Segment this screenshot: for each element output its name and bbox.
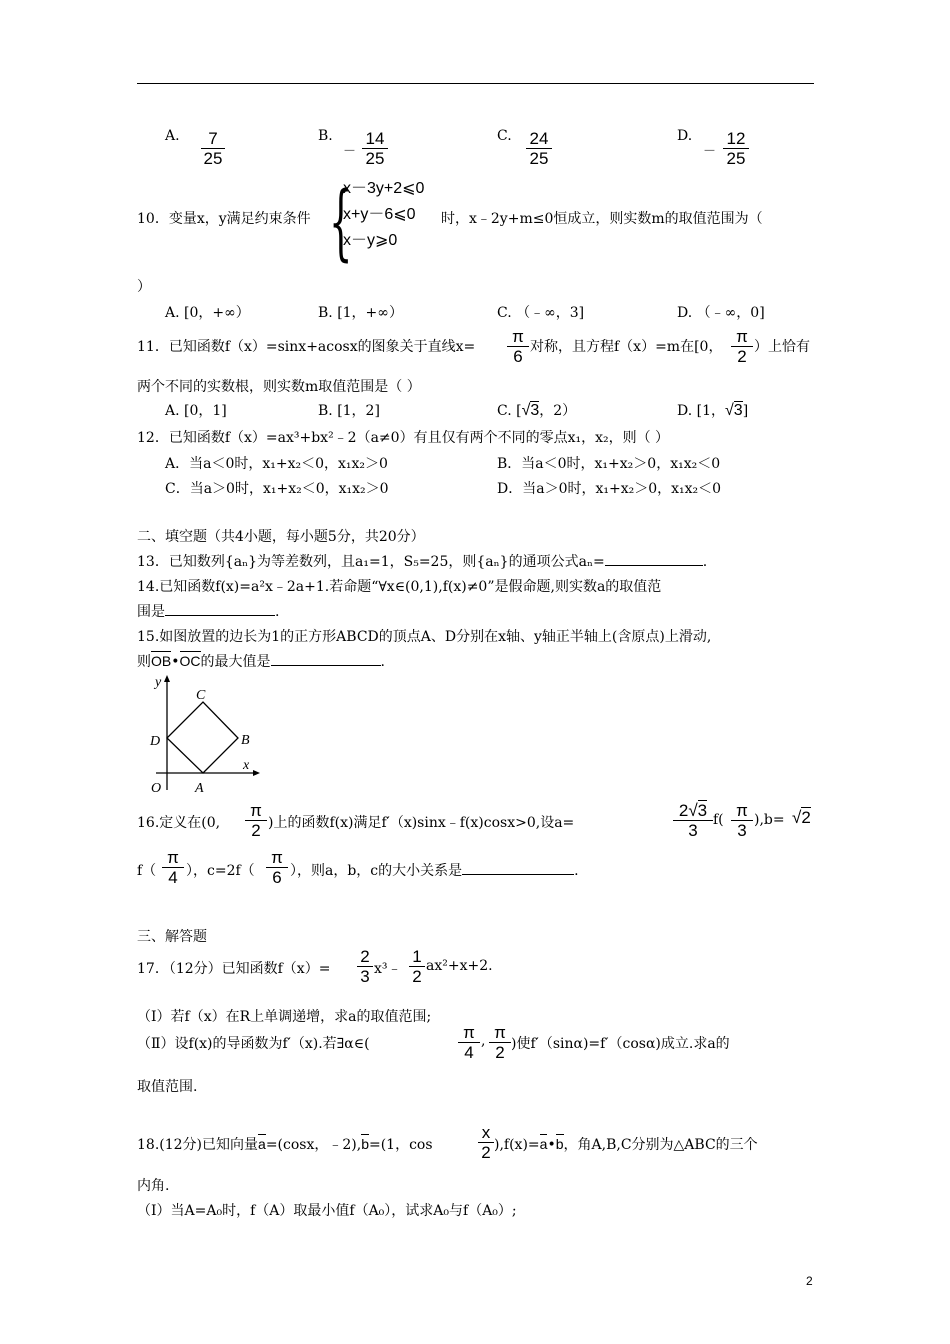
vector-a: a [258, 1136, 266, 1152]
q11-stem-part2: 对称，且方程f（x）=m在[0， [530, 339, 723, 355]
q16-sqrt-2: √2 [792, 808, 811, 827]
vector-oc: OC [179, 653, 201, 669]
q15-stem-line1: 15.如图放置的边长为1的正方形ABCD的顶点A、D分别在x轴、y轴正半轴上(含原点)上滑动, [137, 629, 712, 645]
q16-part3: f( [713, 812, 724, 828]
page-number: 2 [806, 1274, 813, 1288]
q9-option-d-sign: － [703, 144, 717, 159]
q13-stem: 13．已知数列{aₙ}为等差数列，且a₁=1，S₅=25，则{aₙ}的通项公式aₙ= . [137, 554, 708, 570]
q16-line2-part2: ），c=2f（ [186, 863, 255, 879]
q16-fraction-pi-4: $\frac{\pi}{4}$ [162, 848, 184, 888]
section-answer-heading: 三、解答题 [137, 929, 207, 945]
q16-part4: ),b= [754, 812, 785, 828]
q10-option-d: D. （﹣∞，0] [677, 305, 765, 321]
q9-option-b-sign: － [343, 144, 357, 159]
q10-stem-suffix: 时，x﹣2y+m≤0恒成立，则实数m的取值范围为（ [441, 211, 763, 227]
vector-a-product: a [539, 1136, 548, 1152]
q9-option-c-fraction: $\frac{24}{25}$ [526, 129, 552, 169]
label-a: A [195, 781, 204, 796]
q16-line2-part3: ），则a，b，c的大小关系是 . [290, 863, 579, 879]
q17-fraction-pi-4: $\frac{\pi}{4}$ [458, 1023, 480, 1063]
q10-brace: { [329, 175, 353, 270]
q17-fraction-1-2: $\frac{1}{2}$ [409, 947, 425, 987]
q16-fraction-pi-2: $\frac{\pi}{2}$ [245, 801, 267, 841]
square-abcd [167, 702, 238, 773]
q17-part3: ax²+x+2. [426, 958, 493, 974]
q10-stem-prefix: 10．变量x，y满足约束条件 [137, 211, 311, 227]
q9-option-b-fraction: $\frac{14}{25}$ [362, 129, 388, 169]
q18-part2: ),f(x)=a•b，角A,B,C分别为△ABC的三个 [494, 1136, 758, 1153]
q18-part-i: （Ⅰ）当A=A₀时，f（A）取最小值f（A₀），试求A₀与f（A₀）; [137, 1203, 517, 1219]
q9-option-a-fraction: $\frac{7}{25}$ [201, 129, 225, 169]
q18-fraction-x-2: $\frac{x}{2}$ [478, 1123, 494, 1163]
q17-part-ii-line2: 取值范围. [137, 1079, 198, 1095]
q17-part-i: （Ⅰ）若f（x）在R上单调递增，求a的取值范围; [137, 1009, 432, 1025]
q10-option-c: C. （﹣∞，3] [497, 305, 585, 321]
q11-option-c: C. [√3，2） [497, 402, 577, 419]
q16-fraction-a-coefficient: $\frac{2√3}{3}$ [673, 801, 713, 841]
q11-option-b: B. [1，2] [318, 403, 380, 419]
q16-fraction-pi-6: $\frac{\pi}{6}$ [266, 848, 288, 888]
q16-line2-part1: f（ [137, 863, 157, 879]
q16-part1: 16.定义在(0, [137, 815, 221, 831]
q9-option-a-label: A. [165, 128, 180, 144]
label-b: B [241, 733, 250, 748]
label-x: x [243, 758, 250, 773]
q17-part2: x³﹣ [374, 961, 402, 977]
q10-option-a: A. [0，+∞） [165, 305, 250, 321]
q9-option-c-label: C. [497, 128, 512, 144]
q17-fraction-2-3: $\frac{2}{3}$ [357, 947, 373, 987]
q18-part1: 18.(12分)已知向量a=(cosx，﹣2),b=(1，cos [137, 1136, 433, 1153]
q9-option-d-fraction: $\frac{12}{25}$ [723, 129, 749, 169]
q10-option-b: B. [1，+∞） [318, 305, 403, 321]
q17-part-ii-a: （Ⅱ）设f(x)的导函数为f′（x).若∃α∈( [137, 1036, 370, 1052]
q12-stem: 12．已知函数f（x）=ax³+bx²﹣2（a≠0）有且仅有两个不同的零点x₁，x₂，则（ ） [137, 430, 670, 446]
q16-fraction-pi-3: $\frac{\pi}{3}$ [731, 801, 753, 841]
q10-constraint-1: x－3y+2⩽0 [343, 180, 425, 197]
q12-option-d: D．当a＞0时，x₁+x₂＞0，x₁x₂＜0 [497, 481, 722, 497]
y-axis-arrow [164, 675, 170, 682]
q12-option-b: B．当a＜0时，x₁+x₂＞0，x₁x₂＜0 [497, 456, 721, 472]
q10-stem-close: ） [137, 279, 151, 295]
vector-ob: OB [151, 653, 172, 669]
q10-constraints [343, 176, 424, 254]
q10-constraint-3: x－y⩾0 [343, 232, 398, 249]
vector-b: b [361, 1136, 369, 1152]
q14-stem-line1: 14.已知函数f(x)=a²x﹣2a+1.若命题“∀x∈(0,1),f(x)≠0”是假命题,则实数a的取值范 [137, 579, 662, 595]
q17-part1: 17．（12分）已知函数f（x）= [137, 961, 331, 977]
vector-b-product: b [555, 1136, 564, 1152]
q17-part-ii-b: )使f′（sinα)=f′（cosα)成立.求a的 [511, 1036, 730, 1052]
q11-fraction-pi-6: $\frac{\pi}{6}$ [507, 327, 529, 367]
q17-comma: , [481, 1033, 486, 1049]
q9-option-b-label: B. [318, 128, 333, 144]
q18-line2: 内角. [137, 1178, 170, 1194]
q14-stem-line2: 围是 . [137, 604, 280, 620]
q11-stem-line2: 两个不同的实数根，则实数m取值范围是（ ） [137, 379, 421, 395]
label-d: D [150, 734, 161, 749]
q11-fraction-pi-2: $\frac{\pi}{2}$ [731, 327, 753, 367]
label-o: O [151, 781, 162, 796]
q15-stem-line2: 则OB•OC的最大值是 . [137, 653, 385, 670]
q9-option-d-label: D. [677, 128, 693, 144]
q16-part2: )上的函数f(x)满足f′（x)sinx﹣f(x)cosx>0,设a= [268, 815, 575, 831]
x-axis-arrow [253, 770, 260, 776]
q11-option-d: D. [1，√3] [677, 402, 749, 419]
q11-option-a: A. [0，1] [165, 403, 227, 419]
q11-stem-part1: 11．已知函数f（x）=sinx+acosx的图象关于直线x= [137, 339, 476, 355]
header-rule [137, 83, 814, 84]
section-fill-in-heading: 二、填空题（共4小题，每小题5分，共20分） [137, 529, 425, 545]
square-figure [140, 672, 265, 797]
q12-option-a: A．当a＜0时，x₁+x₂＜0，x₁x₂＞0 [165, 456, 388, 472]
label-c: C [196, 688, 206, 703]
q12-option-c: C．当a＞0时，x₁+x₂＜0，x₁x₂＞0 [165, 481, 389, 497]
q17-fraction-pi-2: $\frac{\pi}{2}$ [489, 1023, 511, 1063]
q11-stem-part3: ）上恰有 [754, 339, 810, 355]
label-y: y [155, 675, 162, 690]
q10-constraint-2: x+y－6⩽0 [343, 206, 416, 223]
